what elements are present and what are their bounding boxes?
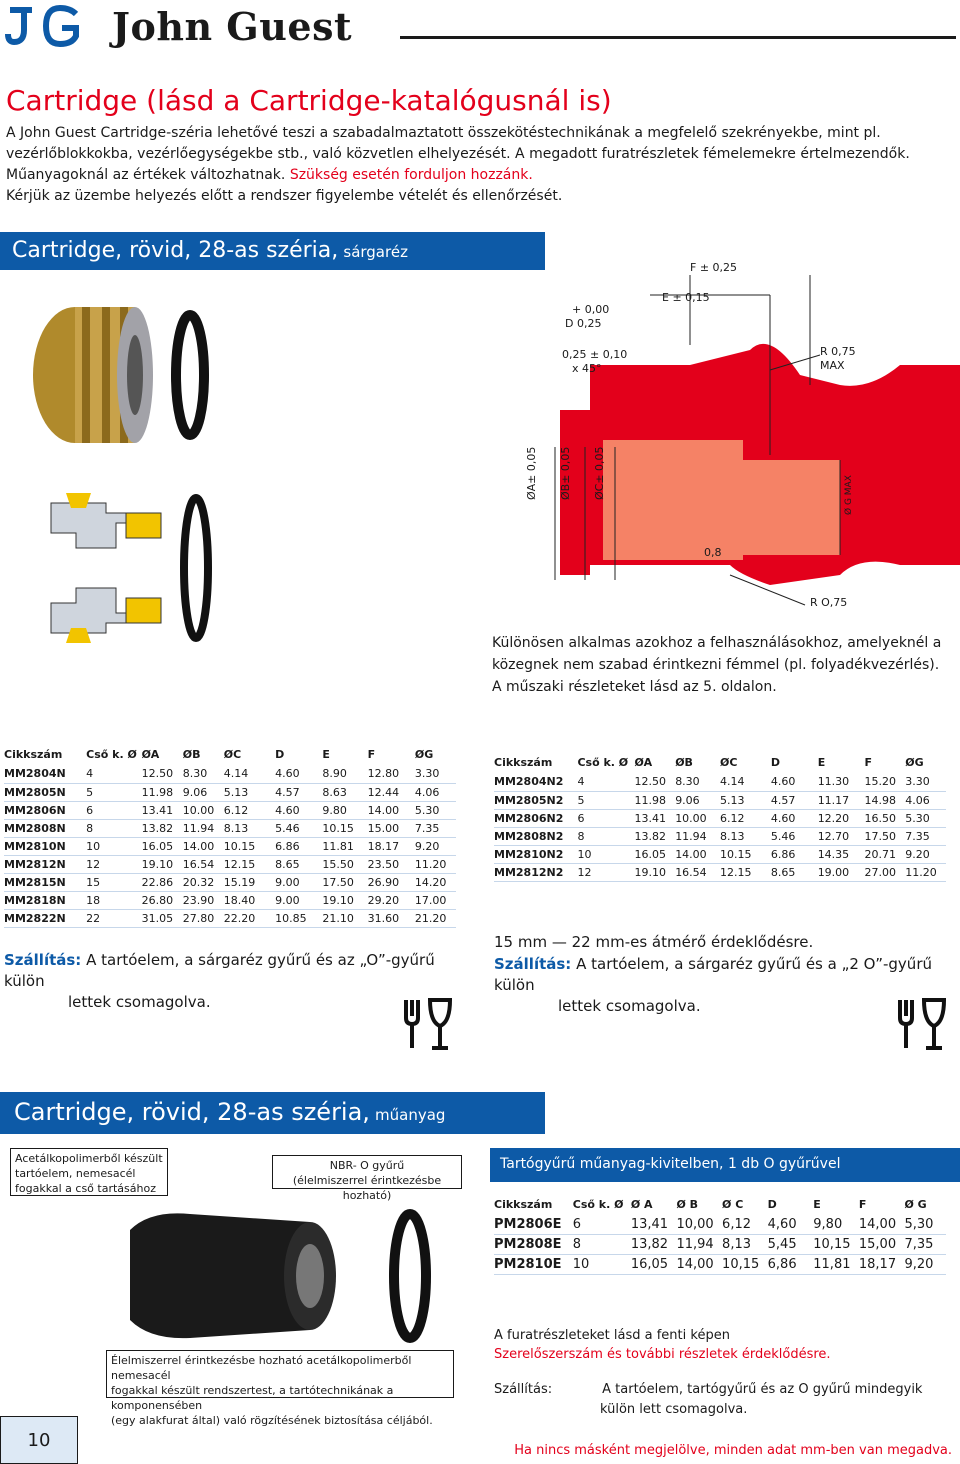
column-header: E	[813, 1198, 821, 1211]
value-cell: 6	[577, 809, 634, 827]
value-cell: 4,60	[768, 1215, 814, 1235]
value-cell: 15,00	[859, 1235, 905, 1255]
column-header: ØC	[719, 756, 738, 769]
part-number-cell: MM2818N	[4, 891, 86, 909]
table-row	[494, 773, 946, 791]
dim-chamfer-2: x 45°	[572, 362, 602, 375]
value-cell: 20.32	[183, 873, 224, 891]
value-cell: 3.30	[905, 773, 946, 791]
value-cell: 8	[573, 1235, 631, 1255]
value-cell: 4.60	[275, 801, 322, 819]
table-row	[4, 873, 456, 891]
table-brass-single	[4, 748, 456, 928]
value-cell: 3.30	[415, 765, 456, 783]
part-number-cell: PM2808E	[494, 1235, 573, 1255]
column-header: Ø B	[676, 1198, 699, 1211]
value-cell: 8.13	[720, 827, 771, 845]
footer-note: Ha nincs másként megjelölve, minden adat mm-ben van megadva.	[514, 1443, 952, 1458]
value-cell: 13.82	[142, 819, 183, 837]
value-cell: 8,13	[722, 1235, 768, 1255]
value-cell: 18,17	[859, 1255, 905, 1275]
jg-logo-icon	[4, 4, 84, 50]
table-header-row	[4, 748, 456, 765]
section2-band	[0, 1092, 545, 1134]
value-cell: 10,00	[676, 1215, 722, 1235]
table2-note: 15 mm — 22 mm-es átmérő érdeklődésre.	[494, 933, 814, 951]
value-cell: 7,35	[904, 1235, 946, 1255]
column-header: E	[322, 748, 330, 761]
value-cell: 12.20	[818, 809, 865, 827]
value-cell: 12.70	[818, 827, 865, 845]
table-plastic	[494, 1198, 946, 1275]
column-header: ØA	[141, 748, 160, 761]
table-row	[4, 855, 456, 873]
callout-1-line-1: Acetálkopolimerből készült	[15, 1152, 163, 1165]
value-cell: 12.80	[368, 765, 415, 783]
value-cell: 11.20	[415, 855, 456, 873]
value-cell: 19.10	[142, 855, 183, 873]
value-cell: 9.00	[275, 891, 322, 909]
column-header: Cikkszám	[494, 756, 553, 769]
column-header: ØB	[675, 756, 693, 769]
value-cell: 12.15	[720, 863, 771, 881]
value-cell: 13.41	[142, 801, 183, 819]
table-row	[4, 801, 456, 819]
value-cell: 11.30	[818, 773, 865, 791]
value-cell: 8.65	[275, 855, 322, 873]
value-cell: 9,20	[904, 1255, 946, 1275]
value-cell: 5.30	[905, 809, 946, 827]
dim-d-bottom: D 0,25	[565, 317, 602, 330]
value-cell: 12	[86, 855, 141, 873]
value-cell: 14.00	[183, 837, 224, 855]
value-cell: 10.85	[275, 909, 322, 927]
value-cell: 20.71	[865, 845, 906, 863]
part-number-cell: MM2804N2	[494, 773, 577, 791]
part-number-cell: MM2806N	[4, 801, 86, 819]
value-cell: 9.20	[415, 837, 456, 855]
column-header: ØB	[182, 748, 201, 761]
callout-1-line-3: fogakkal a cső tartásához	[15, 1182, 156, 1195]
value-cell: 10.15	[720, 845, 771, 863]
dim-f-label: F ± 0,25	[690, 261, 738, 274]
value-cell: 10.00	[183, 801, 224, 819]
value-cell: 14,00	[676, 1255, 722, 1275]
value-cell: 21.20	[415, 909, 456, 927]
value-cell: 8.90	[322, 765, 367, 783]
value-cell: 9.06	[675, 791, 720, 809]
section1-title: Cartridge, rövid, 28-as széria,	[12, 238, 339, 263]
section1-band	[0, 232, 545, 270]
value-cell: 5.13	[224, 783, 275, 801]
table-row	[4, 909, 456, 927]
part-number-cell: MM2805N2	[494, 791, 577, 809]
section2-subband: Tartógyűrű műanyag-kivitelben, 1 db O gyűrűvel	[490, 1148, 960, 1182]
value-cell: 29.20	[368, 891, 415, 909]
value-cell: 5.30	[415, 801, 456, 819]
column-header: Cikkszám	[494, 1198, 553, 1211]
value-cell: 10.00	[675, 809, 720, 827]
value-cell: 13.41	[634, 809, 675, 827]
value-cell: 15.50	[322, 855, 367, 873]
part-number-cell: MM2810N	[4, 837, 86, 855]
value-cell: 11,81	[813, 1255, 859, 1275]
value-cell: 8.63	[322, 783, 367, 801]
ref-line-1: A furatrészleteket lásd a fenti képen	[494, 1328, 730, 1343]
value-cell: 18	[86, 891, 141, 909]
column-header: F	[864, 756, 873, 769]
value-cell: 19.10	[634, 863, 675, 881]
value-cell: 12.15	[224, 855, 275, 873]
value-cell: 14.35	[818, 845, 865, 863]
part-number-cell: MM2805N	[4, 783, 86, 801]
table-brass-double	[494, 756, 946, 882]
delivery-1-label: Szállítás:	[4, 951, 82, 969]
delivery-2-label: Szállítás:	[494, 955, 572, 973]
value-cell: 6.12	[720, 809, 771, 827]
section2-subtitle: műanyag	[375, 1106, 446, 1124]
column-header: D	[770, 756, 780, 769]
value-cell: 10	[577, 845, 634, 863]
callout-2-line-2: (élelmiszerrel érintkezésbe hozható)	[292, 1174, 442, 1202]
value-cell: 16.05	[142, 837, 183, 855]
value-cell: 7.35	[905, 827, 946, 845]
callout-1-line-2: tartóelem, nemesacél	[15, 1167, 136, 1180]
value-cell: 18.17	[368, 837, 415, 855]
value-cell: 23.90	[183, 891, 224, 909]
table-row	[494, 791, 946, 809]
value-cell: 16.50	[865, 809, 906, 827]
value-cell: 13,41	[631, 1215, 677, 1235]
dim-08: 0,8	[704, 546, 722, 559]
table-row	[494, 1235, 946, 1255]
dim-ro75: R O,75	[810, 596, 848, 609]
brass-cartridge-image	[20, 290, 210, 460]
value-cell: 17.50	[865, 827, 906, 845]
delivery-1-text: A tartóelem, a sárgaréz gyűrű és az „O”-gyűrű külön	[4, 951, 435, 990]
jg-logo	[4, 4, 84, 50]
value-cell: 13.82	[634, 827, 675, 845]
callout-body	[10, 1148, 168, 1196]
value-cell: 9.20	[905, 845, 946, 863]
dim-b: ØB± 0,05	[559, 446, 572, 500]
delivery-1-text2: lettek csomagolva.	[68, 993, 211, 1011]
value-cell: 15.19	[224, 873, 275, 891]
value-cell: 17.50	[322, 873, 367, 891]
table-row	[4, 891, 456, 909]
dim-r075: R 0,75	[820, 345, 856, 358]
part-number-cell: MM2812N2	[494, 863, 577, 881]
column-header: Ø C	[722, 1198, 744, 1211]
intro-line-3-text: Műanyagoknál az értékek változhatnak.	[6, 167, 286, 183]
value-cell: 8.65	[771, 863, 818, 881]
value-cell: 26.90	[368, 873, 415, 891]
value-cell: 6,86	[768, 1255, 814, 1275]
callout-o-ring	[272, 1155, 462, 1202]
desc-line-1: Különösen alkalmas azokhoz a felhasználásokhoz, amelyeknél a	[492, 635, 942, 651]
value-cell: 6,12	[722, 1215, 768, 1235]
callout-3-line-2: fogakkal készült rendszertest, a tartótechnikának a komponensében	[111, 1384, 394, 1412]
value-cell: 6.86	[771, 845, 818, 863]
value-cell: 4.57	[771, 791, 818, 809]
part-number-cell: PM2810E	[494, 1255, 573, 1275]
value-cell: 11.98	[142, 783, 183, 801]
dim-chamfer-1: 0,25 ± 0,10	[562, 348, 628, 361]
column-header: ØG	[414, 748, 434, 761]
value-cell: 16,05	[631, 1255, 677, 1275]
column-header: ØA	[634, 756, 653, 769]
value-cell: 15	[86, 873, 141, 891]
value-cell: 8	[86, 819, 141, 837]
value-cell: 4.06	[415, 783, 456, 801]
part-number-cell: MM2806N2	[494, 809, 577, 827]
value-cell: 12	[577, 863, 634, 881]
value-cell: 12.50	[634, 773, 675, 791]
value-cell: 22	[86, 909, 141, 927]
value-cell: 4	[86, 765, 141, 783]
table-row	[494, 827, 946, 845]
value-cell: 16.05	[634, 845, 675, 863]
dim-a: ØA± 0,05	[525, 446, 538, 500]
ref-line-2: Szerelőszerszám és további részletek érdeklődésre.	[494, 1347, 831, 1362]
dim-g: Ø G MAX	[844, 475, 854, 515]
value-cell: 5.46	[275, 819, 322, 837]
value-cell: 4.14	[720, 773, 771, 791]
value-cell: 22.20	[224, 909, 275, 927]
callout-2-line-1: NBR- O gyűrű	[329, 1159, 405, 1172]
value-cell: 16.54	[675, 863, 720, 881]
value-cell: 7.35	[415, 819, 456, 837]
delivery-3-text: A tartóelem, tartógyűrű és az O gyűrű mindegyik	[602, 1382, 923, 1397]
section1-subtitle: sárgaréz	[343, 243, 408, 261]
intro-line-1: A John Guest Cartridge-széria lehetővé teszi a szabadalmaztatott összekötéstechnikának a megfelelő szekrényekbe, mint pl.	[6, 125, 881, 141]
part-number-cell: MM2808N	[4, 819, 86, 837]
callout-3-line-3: (egy alakfurat által) való rögzítésének biztosítása céljából.	[111, 1414, 433, 1427]
table-row	[494, 863, 946, 881]
value-cell: 10.15	[322, 819, 367, 837]
column-header: Cső k. Ø	[86, 748, 137, 761]
table-header-row	[494, 756, 946, 773]
value-cell: 15.20	[865, 773, 906, 791]
table-row	[494, 809, 946, 827]
intro-line-2: vezérlőblokkokba, vezérlőegységekbe stb., való közvetlen elhelyezését. A megadott furatrészletek fémelemekre értelmezendők.	[6, 146, 910, 162]
table-header-row	[494, 1198, 946, 1215]
value-cell: 5	[577, 791, 634, 809]
part-number-cell: MM2812N	[4, 855, 86, 873]
table-row	[4, 837, 456, 855]
value-cell: 6.12	[224, 801, 275, 819]
value-cell: 11,94	[676, 1235, 722, 1255]
value-cell: 9,80	[813, 1215, 859, 1235]
part-number-cell: MM2815N	[4, 873, 86, 891]
value-cell: 19.10	[322, 891, 367, 909]
value-cell: 5	[86, 783, 141, 801]
table-row	[494, 845, 946, 863]
value-cell: 15.00	[368, 819, 415, 837]
column-header: F	[367, 748, 376, 761]
value-cell: 22.86	[142, 873, 183, 891]
page-title: Cartridge (lásd a Cartridge-katalógusnál is)	[6, 84, 612, 117]
value-cell: 10,15	[722, 1255, 768, 1275]
value-cell: 12.44	[368, 783, 415, 801]
value-cell: 5.46	[771, 827, 818, 845]
brand-name: John Guest	[112, 4, 353, 49]
value-cell: 6	[86, 801, 141, 819]
column-header: ØC	[223, 748, 242, 761]
value-cell: 5,45	[768, 1235, 814, 1255]
value-cell: 4.60	[275, 765, 322, 783]
column-header: ØG	[905, 756, 924, 769]
column-header: Cső k. Ø	[572, 1198, 624, 1211]
delivery-2-text: A tartóelem, a sárgaréz gyűrű és a „2 O”-gyűrű külön	[494, 955, 932, 994]
value-cell: 18.40	[224, 891, 275, 909]
delivery-3-label: Szállítás:	[494, 1382, 553, 1397]
value-cell: 27.00	[865, 863, 906, 881]
value-cell: 11.98	[634, 791, 675, 809]
cartridge-section-drawing	[46, 488, 226, 648]
part-number-cell: MM2808N2	[494, 827, 577, 845]
value-cell: 17.00	[415, 891, 456, 909]
desc-line-3: A műszaki részleteket lásd az 5. oldalon.	[492, 679, 777, 695]
value-cell: 16.54	[183, 855, 224, 873]
value-cell: 6	[573, 1215, 631, 1235]
value-cell: 14.00	[368, 801, 415, 819]
table-row	[4, 819, 456, 837]
column-header: E	[817, 756, 826, 769]
plastic-cartridge-image	[110, 1200, 470, 1350]
value-cell: 8.30	[675, 773, 720, 791]
value-cell: 4.14	[224, 765, 275, 783]
section2-title: Cartridge, rövid, 28-as széria,	[14, 1098, 370, 1126]
value-cell: 4.57	[275, 783, 322, 801]
value-cell: 11.94	[675, 827, 720, 845]
value-cell: 8.13	[224, 819, 275, 837]
delivery-3	[494, 1380, 922, 1420]
value-cell: 9.80	[322, 801, 367, 819]
value-cell: 12.50	[142, 765, 183, 783]
callout-3-line-1: Élelmiszerrel érintkezésbe hozható acetálkopolimerből nemesacél	[111, 1354, 412, 1382]
table-row	[494, 1215, 946, 1235]
header-rule	[400, 36, 956, 39]
intro-line-4: Kérjük az üzembe helyezés előtt a rendszer figyelembe vételét és ellenőrzését.	[6, 188, 563, 204]
value-cell: 4	[577, 773, 634, 791]
value-cell: 26.80	[142, 891, 183, 909]
delivery-3-text2: külön lett csomagolva.	[600, 1402, 748, 1417]
value-cell: 13,82	[631, 1235, 677, 1255]
value-cell: 14.00	[675, 845, 720, 863]
intro-line-3	[6, 165, 946, 186]
value-cell: 11.94	[183, 819, 224, 837]
value-cell: 14,00	[859, 1215, 905, 1235]
value-cell: 11.81	[322, 837, 367, 855]
value-cell: 27.80	[183, 909, 224, 927]
table-row	[494, 1255, 946, 1275]
food-safe-icon	[396, 994, 456, 1054]
column-header: Ø G	[904, 1198, 927, 1211]
value-cell: 11.17	[818, 791, 865, 809]
page-number: 10	[0, 1416, 78, 1464]
desc-line-2: közegnek nem szabad érintkezni fémmel (pl. folyadékvezérlés).	[492, 657, 940, 673]
intro-line-3-red: Szükség esetén forduljon hozzánk.	[289, 167, 533, 183]
table-row	[4, 765, 456, 783]
value-cell: 4.60	[771, 809, 818, 827]
value-cell: 31.05	[142, 909, 183, 927]
value-cell: 19.00	[818, 863, 865, 881]
value-cell: 14.20	[415, 873, 456, 891]
dim-max: MAX	[820, 359, 845, 372]
value-cell: 10	[86, 837, 141, 855]
value-cell: 4.60	[771, 773, 818, 791]
table-row	[4, 783, 456, 801]
value-cell: 10	[573, 1255, 631, 1275]
value-cell: 10,15	[813, 1235, 859, 1255]
column-header: D	[275, 748, 285, 761]
dim-d-top: + 0,00	[572, 303, 610, 316]
callout-system-body	[106, 1350, 454, 1427]
value-cell: 23.50	[368, 855, 415, 873]
part-number-cell: PM2806E	[494, 1215, 573, 1235]
food-safe-icon-2	[890, 994, 950, 1054]
part-number-cell: MM2822N	[4, 909, 86, 927]
value-cell: 6.86	[275, 837, 322, 855]
column-header: Cső k. Ø	[577, 756, 629, 769]
part-number-cell: MM2804N	[4, 765, 86, 783]
column-header: Cikkszám	[4, 748, 63, 761]
section1-description	[492, 632, 958, 698]
value-cell: 8.30	[183, 765, 224, 783]
value-cell: 9.00	[275, 873, 322, 891]
part-number-cell: MM2810N2	[494, 845, 577, 863]
value-cell: 14.98	[865, 791, 906, 809]
value-cell: 5.13	[720, 791, 771, 809]
dim-c: ØC± 0,05	[593, 446, 606, 500]
value-cell: 10.15	[224, 837, 275, 855]
intro-text	[6, 123, 946, 207]
value-cell: 9.06	[183, 783, 224, 801]
column-header: Ø A	[630, 1198, 653, 1211]
value-cell: 31.60	[368, 909, 415, 927]
column-header: F	[858, 1198, 867, 1211]
dim-e-label: E ± 0,15	[662, 291, 710, 304]
value-cell: 4.06	[905, 791, 946, 809]
column-header: D	[767, 1198, 777, 1211]
value-cell: 5,30	[904, 1215, 946, 1235]
value-cell: 8	[577, 827, 634, 845]
value-cell: 21.10	[322, 909, 367, 927]
value-cell: 11.20	[905, 863, 946, 881]
delivery-2-text2: lettek csomagolva.	[558, 997, 701, 1015]
reference-note	[494, 1326, 831, 1364]
